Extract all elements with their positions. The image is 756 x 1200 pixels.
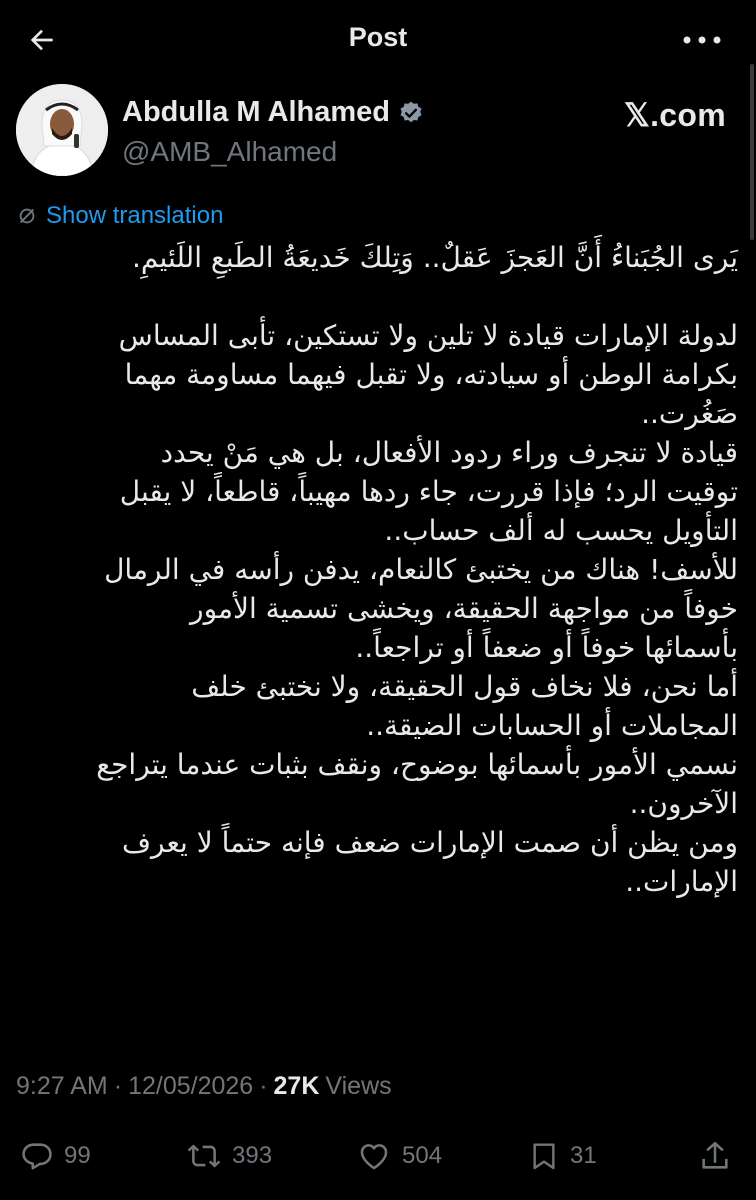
tweet-line: بكرامة الوطن أو سيادته، ولا تقبل فيهما مساومة مهما (124, 358, 738, 391)
like-count: 504 (402, 1142, 443, 1169)
repost-icon (186, 1139, 222, 1173)
show-translation-link[interactable] (16, 202, 223, 230)
verified-badge-icon (398, 100, 424, 126)
tweet-line: الإمارات.. (625, 865, 738, 898)
tweet-line: للأسف! هناك من يختبئ كالنعام، يدفن رأسه في الرمال (104, 553, 738, 586)
site-watermark: 𝕏.com (624, 97, 726, 133)
bookmark-icon (528, 1139, 560, 1173)
tweet-text (14, 238, 738, 901)
reply-count: 99 (64, 1142, 91, 1169)
tweet-line: خوفاً من مواجهة الحقيقة، ويخشى تسمية الأمور (190, 592, 738, 625)
views-label: Views (325, 1072, 392, 1100)
tweet-line: صَغُرت.. (641, 397, 738, 430)
author-handle[interactable]: @AMB_Alhamed (122, 136, 338, 167)
repost-count: 393 (232, 1142, 273, 1169)
action-bar (0, 1132, 756, 1180)
like-icon (356, 1139, 392, 1173)
tweet-line: ومن يظن أن صمت الإمارات ضعف فإنه حتماً لا يعرف (122, 826, 738, 859)
page-title: Post (348, 22, 408, 52)
meta-separator: · (259, 1072, 268, 1100)
tweet-line: توقيت الرد؛ فإذا قررت، جاء ردها مهيباً، قاطعاً، لا يقبل (119, 475, 738, 508)
tweet-line: أما نحن، فلا نخاف قول الحقيقة، ولا نختبئ خلف (191, 670, 738, 703)
author-name-row[interactable] (122, 96, 424, 129)
scrollbar[interactable] (750, 64, 754, 240)
tweet-line: قيادة لا تنجرف وراء ردود الأفعال، بل هي مَنْ يحدد (160, 436, 738, 469)
top-bar (0, 0, 756, 76)
reply-button[interactable] (20, 1132, 91, 1180)
tweet-time[interactable]: 9:27 AM (16, 1072, 108, 1100)
reply-icon (20, 1139, 54, 1173)
like-button[interactable] (356, 1132, 442, 1180)
tweet-line-gap (14, 277, 738, 316)
translate-icon (16, 205, 38, 227)
tweet-line: الآخرون.. (629, 787, 738, 820)
bookmark-button[interactable] (528, 1132, 597, 1180)
share-button[interactable] (698, 1132, 732, 1180)
tweet-line: بأسمائها خوفاً أو ضعفاً أو تراجعاً.. (355, 631, 738, 664)
show-translation-label[interactable]: Show translation (46, 202, 224, 229)
tweet-line: يَرى الجُبَناءُ أَنَّ العَجزَ عَقلٌ.. وَتِلكَ خَديعَةُ الطَبعِ اللَئيمِ. (131, 241, 738, 274)
tweet-line: لدولة الإمارات قيادة لا تلين ولا تستكين، تأبى المساس (118, 319, 738, 352)
meta-separator: · (113, 1072, 123, 1100)
tweet-line: نسمي الأمور بأسمائها بوضوح، ونقف بثبات عندما يتراجع (96, 748, 738, 781)
tweet-line: التأويل يحسب له ألف حساب.. (384, 514, 738, 547)
tweet-line: المجاملات أو الحسابات الضيقة.. (366, 709, 738, 742)
bookmark-count: 31 (570, 1142, 597, 1169)
tweet-date[interactable]: 12/05/2026 (128, 1072, 254, 1100)
share-icon (698, 1139, 732, 1173)
tweet-meta (16, 1072, 392, 1101)
avatar[interactable] (16, 84, 108, 176)
views-count: 27K (273, 1072, 320, 1100)
more-icon (682, 35, 722, 45)
more-button[interactable] (682, 26, 722, 54)
repost-button[interactable] (186, 1132, 272, 1180)
author-name[interactable]: Abdulla M Alhamed (122, 96, 390, 128)
